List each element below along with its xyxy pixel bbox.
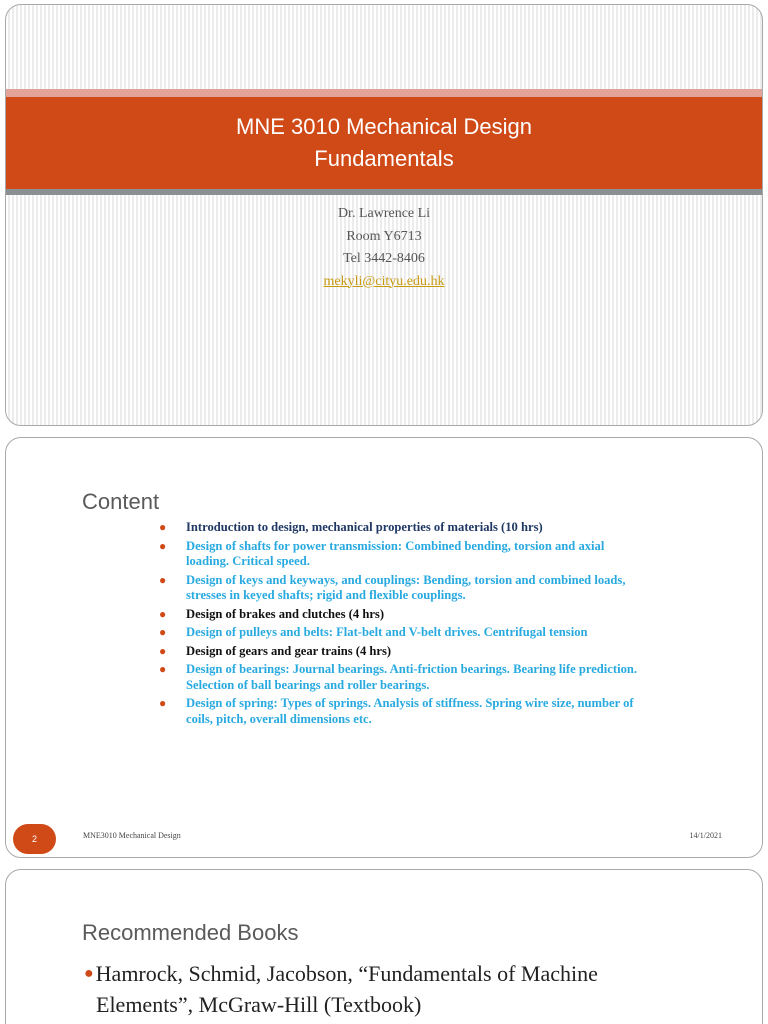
slide-3 xyxy=(5,869,763,1024)
slide-number-badge: 2 xyxy=(13,824,56,854)
footer-course: MNE3010 Mechanical Design xyxy=(83,831,181,840)
content-item-text: Design of gears and gear trains (4 hrs) xyxy=(186,643,392,658)
bullet-icon: ● xyxy=(159,520,167,534)
content-item xyxy=(159,625,646,640)
bullet-icon: ● xyxy=(159,625,167,640)
content-item xyxy=(159,538,646,570)
books-heading: Recommended Books xyxy=(82,920,299,945)
content-item xyxy=(159,520,646,535)
slide-1 xyxy=(5,4,763,426)
slide-title-line-1: MNE 3010 Mechanical Design xyxy=(236,114,532,139)
contact-info xyxy=(6,203,762,293)
title-band-bottom-stripe xyxy=(6,189,762,195)
content-item-text: Design of bearings: Journal bearings. Anti-friction bearings. Bearing life prediction. Selection of ball bearings and roller bearings. xyxy=(186,662,638,692)
bullet-icon: ● xyxy=(159,696,167,711)
content-item xyxy=(159,606,646,622)
book-item xyxy=(84,958,724,1020)
content-item-text: Introduction to design, mechanical properties of materials (10 hrs) xyxy=(186,520,543,534)
content-list xyxy=(159,520,646,730)
bullet-icon: ● xyxy=(159,572,167,587)
slide-title-line-2: Fundamentals xyxy=(314,146,454,171)
bullet-icon: ● xyxy=(159,662,167,677)
slide-2 xyxy=(5,437,763,858)
lecturer-name: Dr. Lawrence Li xyxy=(337,206,431,221)
title-band xyxy=(6,97,762,189)
bullet-icon: ● xyxy=(159,538,167,553)
content-item-text: Design of pulleys and belts: Flat-belt and V-belt drives. Centrifugal tension xyxy=(186,625,588,640)
book-item-line-2: Elements”, McGraw-Hill (Textbook) xyxy=(96,992,422,1017)
content-heading: Content xyxy=(82,489,160,514)
telephone: Tel 3442-8406 xyxy=(343,251,425,266)
title-band-top-stripe xyxy=(6,89,762,97)
book-item-line-1: Hamrock, Schmid, Jacobson, “Fundamentals of Machine xyxy=(95,961,598,986)
content-item xyxy=(159,643,646,659)
email-link[interactable]: mekyli@cityu.edu.hk xyxy=(323,273,445,289)
content-item-text: Design of brakes and clutches (4 hrs) xyxy=(186,606,385,621)
bullet-icon: ● xyxy=(84,965,94,982)
content-item-text: Design of spring: Types of springs. Analysis of stiffness. Spring wire size, number of coils, pitch, overall dimensions etc. xyxy=(186,696,634,726)
room-number: Room Y6713 xyxy=(346,228,422,244)
footer-date: 14/1/2021 xyxy=(689,831,722,840)
content-item xyxy=(159,662,646,693)
bullet-icon: ● xyxy=(159,606,167,621)
bullet-icon: ● xyxy=(159,643,167,658)
content-item-text: Design of keys and keyways, and couplings: Bending, torsion and combined loads, stresses in keyed shafts; rigid and flexible couplings. xyxy=(186,572,626,602)
content-item xyxy=(159,572,646,604)
content-item xyxy=(159,696,646,727)
content-item-text: Design of shafts for power transmission: Combined bending, torsion and axial loading. Critical speed. xyxy=(186,538,605,568)
